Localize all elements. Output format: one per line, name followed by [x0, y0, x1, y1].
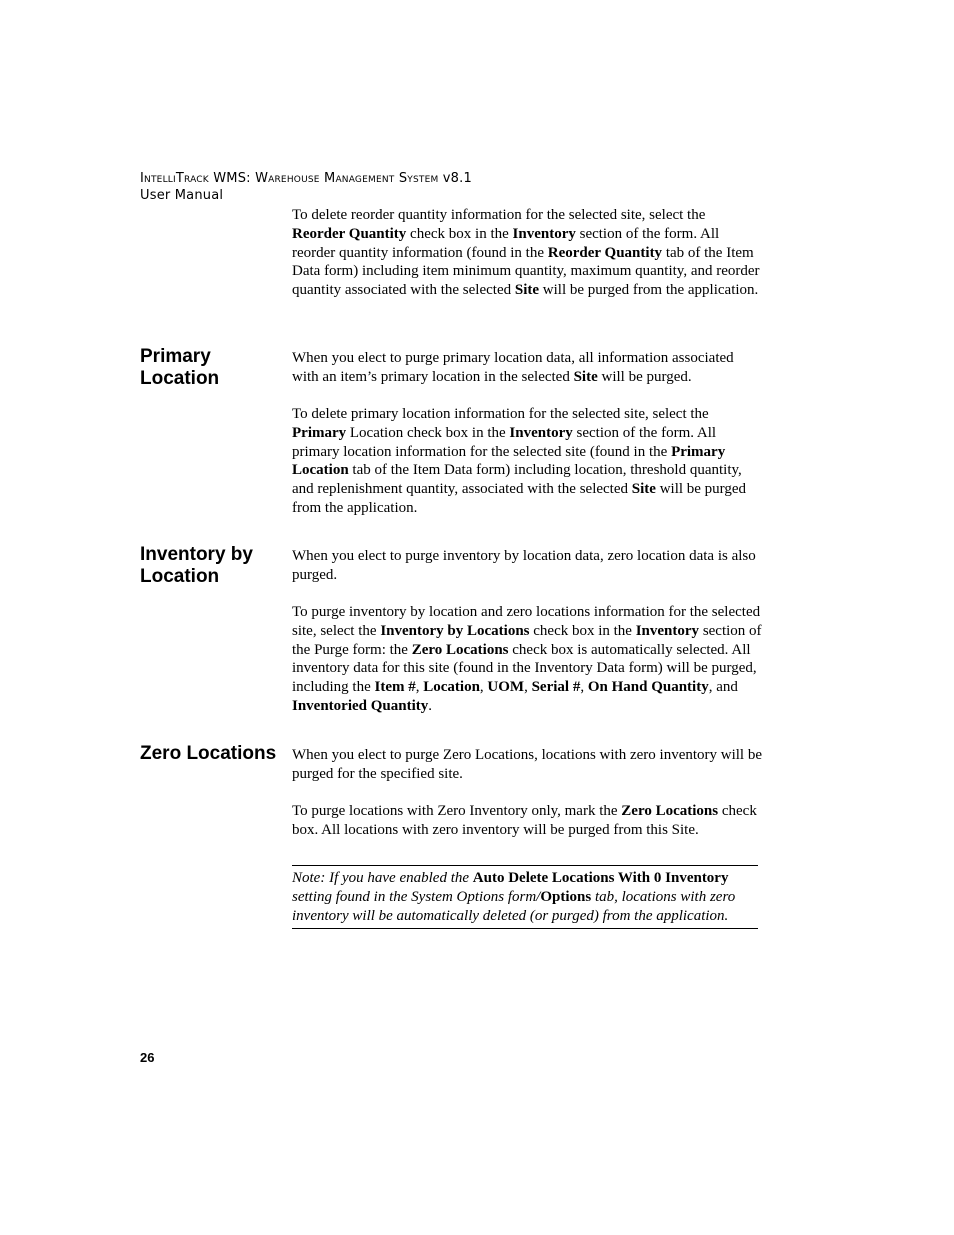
text-run: tab, locations with zero inventory will be automatically deleted (or purged) from the application.	[292, 888, 736, 924]
text-run: section of the form. All primary location information for the selected site (found in the	[292, 424, 717, 460]
bold-term: Inventory	[635, 622, 700, 639]
text-run: When you elect to purge Zero Locations, locations with zero inventory will be purged for the specified site.	[292, 747, 763, 782]
header-title: IntelliTrack WMS: Warehouse Management System v8.1	[140, 171, 472, 186]
text-run: Note: If you have enabled the	[292, 870, 473, 886]
bold-term: Site	[514, 282, 540, 299]
text-run: , and	[708, 679, 738, 696]
header-subtitle: User Manual	[140, 188, 224, 203]
text-run: setting found in the System Options form/	[292, 888, 541, 905]
text-run: ,	[524, 679, 532, 696]
text-run: To purge locations with Zero Inventory only, mark the	[292, 803, 622, 819]
primary-location-paragraph-2	[292, 405, 762, 518]
text-run: tab of the Item Data form) including item minimum quantity, maximum quantity, and reorder quantity associated with the selected	[292, 244, 760, 299]
text-run: tab of the Item Data form) including location, threshold quantity, and replenishment quantity, associated with the selected	[292, 462, 742, 498]
inventory-by-location-paragraph-1	[292, 547, 762, 585]
bold-term: Serial #	[531, 679, 581, 696]
text-run: To delete reorder quantity information for the selected site, select the	[292, 207, 706, 223]
bold-term: Location	[423, 679, 480, 696]
text-run: .	[428, 697, 433, 714]
text-run: When you elect to purge inventory by location data, zero location data is also purged.	[292, 548, 756, 583]
bold-term: Auto Delete Locations With 0 Inventory	[472, 870, 729, 886]
bold-term: Item #	[374, 679, 416, 696]
text-run: When you elect to purge primary location data, all information associated with an item’s primary location in the selected	[292, 350, 734, 385]
text-run: check box in the	[529, 622, 636, 639]
bold-term: Inventoried Quantity	[292, 697, 429, 714]
bold-term: Inventory	[509, 424, 573, 441]
text-run: section of the form. All reorder quantity information (found in the	[292, 225, 720, 261]
bold-term: Site	[631, 481, 656, 498]
text-run: Location check box in the	[346, 424, 510, 441]
bold-term: Site	[573, 368, 598, 385]
bold-term: Options	[540, 888, 592, 905]
section-heading-primary-location: Primary Location	[140, 346, 220, 389]
text-run: check box. All locations with zero inventory will be purged from this Site.	[292, 803, 757, 838]
text-run: ,	[580, 679, 588, 696]
inventory-by-location-paragraph-2	[292, 603, 762, 716]
zero-locations-paragraph-2	[292, 802, 762, 840]
text-run: will be purged.	[597, 368, 692, 385]
text-run: will be purged from the application.	[539, 282, 759, 299]
text-run: ,	[415, 679, 424, 696]
text-run: will be purged from the application.	[292, 481, 747, 516]
bold-term: Primary	[292, 424, 347, 441]
text-run: To delete primary location information for the selected site, select the	[292, 406, 709, 422]
section-heading-inventory-by-location: Inventory by Location	[140, 544, 253, 587]
text-run: To purge inventory by location and zero locations information for the selected site, select the	[292, 604, 761, 639]
bold-term: Reorder Quantity	[547, 244, 663, 261]
bold-term: Inventory by Locations	[380, 622, 530, 639]
bold-term: Primary Location	[292, 443, 726, 479]
bold-term: Zero Locations	[621, 803, 719, 819]
text-run: section of the Purge form: the	[292, 622, 762, 658]
text-run: check box in the	[406, 225, 513, 242]
bold-term: Inventory	[512, 225, 576, 242]
page-number: 26	[140, 1050, 155, 1065]
zero-locations-paragraph-1	[292, 746, 762, 784]
text-run: check box is automatically selected. All inventory data for this site (found in the Inventory Data form) will be purged, including the	[292, 641, 757, 696]
running-header	[140, 170, 472, 204]
primary-location-paragraph-1	[292, 349, 762, 387]
intro-paragraph	[292, 206, 762, 300]
section-heading-zero-locations: Zero Locations	[140, 743, 277, 764]
bold-term: Reorder Quantity	[292, 225, 407, 242]
bold-term: Zero Locations	[411, 641, 509, 658]
bold-term: UOM	[487, 679, 525, 696]
text-run: ,	[479, 679, 488, 696]
note-box	[292, 865, 758, 929]
bold-term: On Hand Quantity	[587, 679, 709, 696]
